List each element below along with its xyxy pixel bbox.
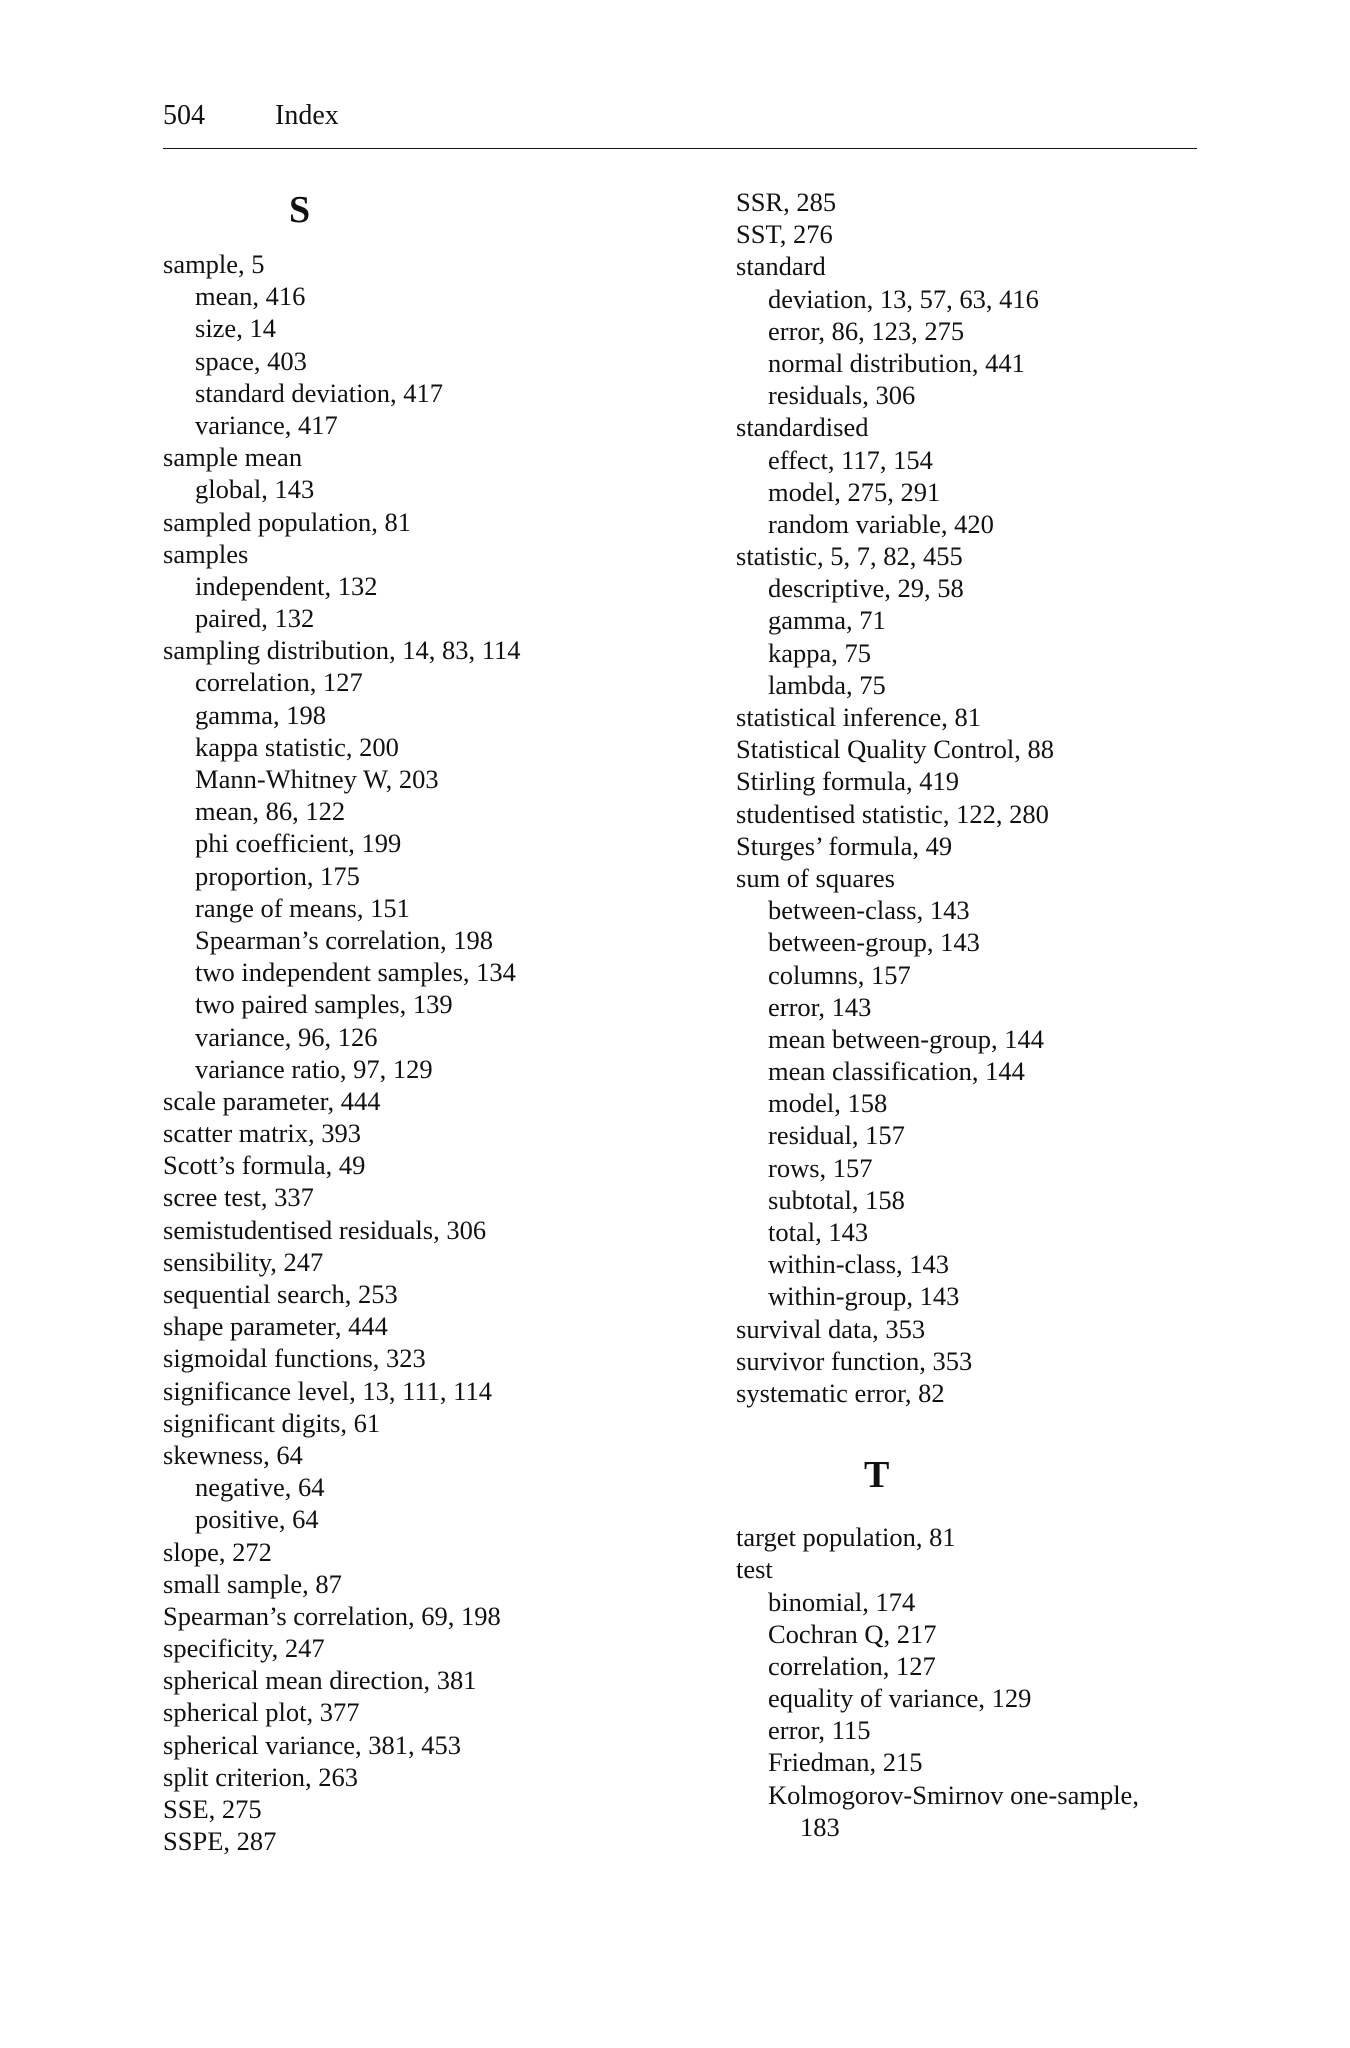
index-subentry: variance, 96, 126 — [195, 1021, 378, 1052]
index-entry: sampled population, 81 — [163, 506, 412, 537]
index-entry: small sample, 87 — [163, 1568, 342, 1599]
index-subentry: space, 403 — [195, 345, 307, 376]
index-entry: sampling distribution, 14, 83, 114 — [163, 635, 521, 666]
page-number: 504 — [163, 100, 205, 131]
index-subentry: binomial, 174 — [768, 1586, 916, 1617]
index-subentry: Cochran Q, 217 — [768, 1618, 937, 1649]
index-subentry: mean, 416 — [195, 281, 306, 312]
index-subentry: phi coefficient, 199 — [195, 828, 402, 859]
index-subentry: two independent samples, 134 — [195, 957, 516, 988]
index-subentry: normal distribution, 441 — [768, 347, 1025, 378]
index-subentry: standard deviation, 417 — [195, 377, 444, 408]
index-subentry: lambda, 75 — [768, 669, 886, 700]
index-entry: survival data, 353 — [736, 1313, 926, 1344]
index-subentry: equality of variance, 129 — [768, 1683, 1032, 1714]
index-subentry: between-class, 143 — [768, 895, 970, 926]
index-entry: SST, 276 — [736, 219, 833, 250]
index-list-right-t — [736, 1521, 1296, 1843]
index-subentry: proportion, 175 — [195, 860, 360, 891]
index-entry: Spearman’s correlation, 69, 198 — [163, 1600, 501, 1631]
index-subentry: model, 275, 291 — [768, 476, 941, 507]
index-subentry: Mann-Whitney W, 203 — [195, 764, 439, 794]
index-subentry: error, 86, 123, 275 — [768, 315, 965, 346]
index-entry: Statistical Quality Control, 88 — [736, 734, 1054, 765]
index-subentry: model, 158 — [768, 1088, 888, 1119]
index-entry: Sturges’ formula, 49 — [736, 830, 953, 861]
index-subentry: correlation, 127 — [195, 667, 363, 698]
index-entry: systematic error, 82 — [736, 1377, 945, 1408]
index-subentry: correlation, 127 — [768, 1650, 936, 1681]
index-subentry: error, 115 — [768, 1715, 871, 1746]
index-subentry: gamma, 198 — [195, 699, 326, 730]
index-entry: SSE, 275 — [163, 1794, 262, 1824]
index-subentry: mean, 86, 122 — [195, 796, 346, 827]
index-entry: semistudentised residuals, 306 — [163, 1214, 487, 1245]
index-entry: studentised statistic, 122, 280 — [736, 798, 1049, 829]
index-entry: scatter matrix, 393 — [163, 1118, 361, 1149]
page-header — [163, 98, 1197, 150]
index-entry: specificity, 247 — [163, 1633, 325, 1664]
index-subentry: random variable, 420 — [768, 508, 994, 539]
index-entry: samples — [163, 538, 249, 569]
index-entry: scale parameter, 444 — [163, 1085, 381, 1116]
index-entry: spherical mean direction, 381 — [163, 1665, 477, 1696]
index-subentry: positive, 64 — [195, 1504, 319, 1535]
index-entry: sum of squares — [736, 862, 895, 893]
index-subentry: effect, 117, 154 — [768, 444, 933, 475]
index-entry-continuation: 183 — [800, 1811, 840, 1842]
index-subentry: residual, 157 — [768, 1120, 905, 1151]
section-letter-s: S — [289, 189, 311, 231]
index-entry: sequential search, 253 — [163, 1279, 398, 1309]
index-subentry: size, 14 — [195, 313, 276, 344]
index-subentry: mean classification, 144 — [768, 1056, 1025, 1087]
index-subentry: gamma, 71 — [768, 605, 886, 636]
index-entry: standardised — [736, 412, 869, 443]
index-subentry: kappa statistic, 200 — [195, 731, 399, 762]
index-entry: shape parameter, 444 — [163, 1311, 388, 1342]
index-subentry: within-class, 143 — [768, 1249, 950, 1280]
index-entry: spherical variance, 381, 453 — [163, 1729, 462, 1760]
index-entry: scree test, 337 — [163, 1182, 314, 1213]
index-subentry: Kolmogorov-Smirnov one-sample, — [768, 1779, 1139, 1810]
index-entry: Stirling formula, 419 — [736, 766, 960, 797]
index-entry: test — [736, 1554, 773, 1585]
index-subentry: subtotal, 158 — [768, 1184, 905, 1215]
index-subentry: rows, 157 — [768, 1152, 873, 1183]
index-entry: survivor function, 353 — [736, 1345, 973, 1376]
index-entry: split criterion, 263 — [163, 1761, 359, 1792]
index-entry: target population, 81 — [736, 1522, 956, 1553]
index-subentry: residuals, 306 — [768, 380, 916, 411]
index-entry: significant digits, 61 — [163, 1407, 381, 1438]
index-subentry: total, 143 — [768, 1217, 869, 1247]
index-subentry: descriptive, 29, 58 — [768, 573, 964, 604]
index-subentry: negative, 64 — [195, 1472, 325, 1503]
index-subentry: range of means, 151 — [195, 892, 410, 923]
index-entry: SSPE, 287 — [163, 1826, 277, 1857]
section-letter-t: T — [864, 1454, 890, 1497]
left-column — [163, 186, 723, 1857]
index-entry: statistical inference, 81 — [736, 702, 982, 732]
index-entry: standard — [736, 251, 826, 282]
index-entry: skewness, 64 — [163, 1439, 303, 1470]
index-subentry: variance, 417 — [195, 409, 338, 440]
index-subentry: within-group, 143 — [768, 1281, 960, 1312]
running-title: Index — [275, 100, 339, 131]
index-entry: spherical plot, 377 — [163, 1697, 360, 1728]
index-subentry: Spearman’s correlation, 198 — [195, 924, 494, 955]
index-list-left — [163, 248, 723, 1857]
index-subentry: independent, 132 — [195, 570, 378, 601]
index-entry: sample, 5 — [163, 249, 265, 279]
index-entry: Scott’s formula, 49 — [163, 1150, 366, 1181]
index-subentry: deviation, 13, 57, 63, 416 — [768, 283, 1039, 314]
index-entry: slope, 272 — [163, 1536, 272, 1567]
index-entry: SSR, 285 — [736, 187, 837, 217]
index-subentry: between-group, 143 — [768, 927, 980, 958]
index-subentry: columns, 157 — [768, 959, 911, 990]
index-subentry: kappa, 75 — [768, 637, 872, 668]
header-rule — [163, 148, 1197, 149]
index-entry: sensibility, 247 — [163, 1246, 324, 1277]
index-entry: sample mean — [163, 442, 303, 473]
index-subentry: variance ratio, 97, 129 — [195, 1053, 433, 1084]
index-entry: sigmoidal functions, 323 — [163, 1343, 426, 1374]
index-subentry: global, 143 — [195, 474, 315, 505]
index-entry: statistic, 5, 7, 82, 455 — [736, 541, 963, 572]
index-subentry: Friedman, 215 — [768, 1747, 923, 1778]
index-entry: significance level, 13, 111, 114 — [163, 1375, 492, 1406]
index-subentry: error, 143 — [768, 991, 872, 1022]
index-subentry: paired, 132 — [195, 603, 315, 634]
index-subentry: mean between-group, 144 — [768, 1023, 1044, 1054]
right-column — [736, 186, 1296, 1843]
index-list-right-s — [736, 186, 1296, 1409]
index-subentry: two paired samples, 139 — [195, 989, 453, 1020]
